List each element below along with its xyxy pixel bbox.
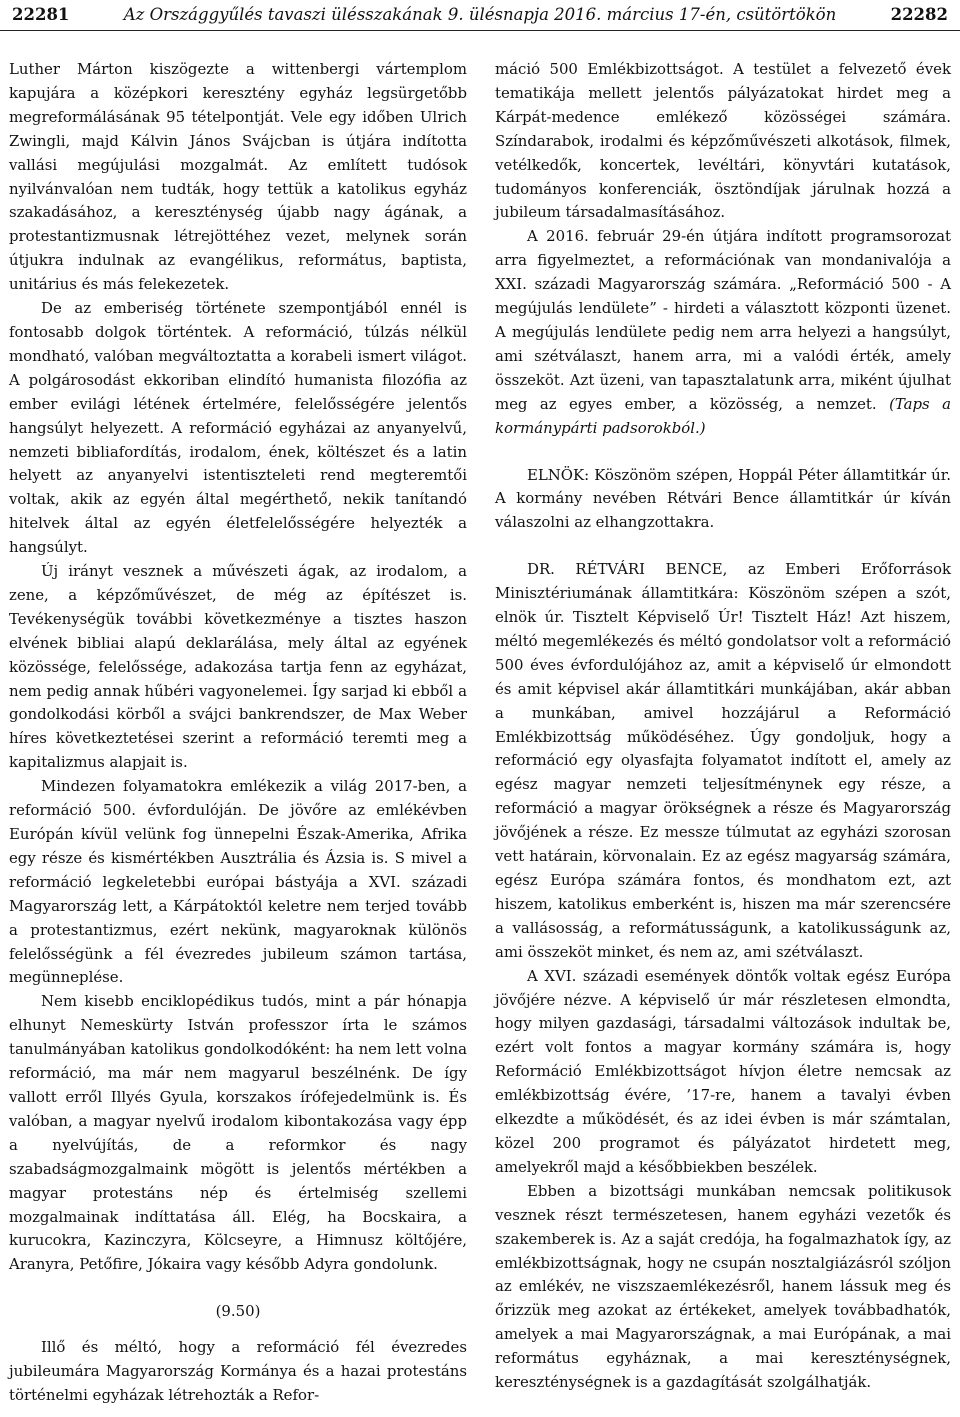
page-header: [0, 0, 960, 31]
speaker-paragraph: ELNÖK: Köszönöm szépen, Hoppál Péter államtitkár úr. A kormány nevében Rétvári Bence államtitkár úr kíván válaszolni az elhangzottakra.: [495, 465, 951, 532]
paragraph: Mindezen folyamatokra emlékezik a világ 2017-ben, a reformáció 500. évfordulóján. De jövőre az emlékévben Európán kívül velünk fog ünnepelni Észak-Amerika, Afrika egy része és kismértékben Ausztrália és Ázsia is. S mivel a reformáció legkeletebbi európai bástyája a XVI. századi Magyarország lett, a Kárpátoktól keletre nem terjed tovább a protestantizmus, ezért nekünk, magyaroknak különös felelősségünk a fél évezredes jubileum számon tartása, megünneplése.: [9, 777, 467, 987]
page-number-right: 22282: [890, 5, 948, 24]
paragraph: Új irányt vesznek a művészeti ágak, az irodalom, a zene, a képzőművészet, de még az építészet is. Tevékenységük további következménye a tisztes haszon elvének bibliai alapú deklarálása, mely által az egyének közössége, felelőssége, adakozása tartja fenn az egyházat, nem pedig annak hűbéri vagyonelemei. Így sarjad ki ebből a gondolkodási körből a svájci bankrendszer, de Max Weber híres következtetései szerint a reformáció teremti meg a kapitalizmus alapjait is.: [9, 562, 467, 772]
page-number-left: 22281: [12, 5, 70, 24]
paragraph: Illő és méltó, hogy a reformáció fél évezredes jubileumára Magyarország Kormánya és a hazai protestáns történelmi egyházak létrehozták a Refor-: [9, 1338, 467, 1404]
paragraph: [495, 225, 951, 440]
speaker-paragraph: DR. RÉTVÁRI BENCE, az Emberi Erőforrások Minisztériumának államtitkára: Köszönöm szépen a szót, elnök úr. Tisztelt Képviselő Úr! Tisztelt Ház! Azt hiszem, méltó megemlékezés és méltó gondolatsor volt a reformáció 500 éves évfordulójához az, amit a képviselő úr elmondott és amit képvisel akár államtitkári munkájában, akár abban a munkában, amivel hozzájárul a Reformáció Emlékbizottság működéséhez. Úgy gondoljuk, hogy a reformáció egy olyasfajta folyamatot indított el, amely az egész magyar nemzeti teljesítménynek egy része, a reformáció a magyar örökségnek a része és Magyarország jövőjének a része. Ez messze túlmutat az egyházi szorosan vett határain, körvonalain. Ez az egész magyarság számára, egész Európa számára fontos, és mondhatom ezt, azt hiszem, katolikus emberként is, hiszen ma már szerencsére a vallásosság, a reformátusságunk, a katolikusságunk az, ami összeköt minket, és nem az, ami szétválaszt.: [495, 560, 951, 961]
paragraph: máció 500 Emlékbizottságot. A testület a felvezető évek tematikája mellett jelentős pályázatokat hirdet meg a Kárpát-medence emlékező közösségei számára. Színdarabok, irodalmi és képzőművészeti alkotások, filmek, vetélkedők, koncertek, levéltári, könyvtári kutatások, tudományos konferenciák, ösztöndíjak járulnak hozzá a jubileum társadalmasításához.: [495, 60, 951, 222]
paragraph: Ebben a bizottsági munkában nemcsak politikusok vesznek részt természetesen, hanem egyházi vezetők és szakemberek is. Az a saját credója, ha fogalmazhatok így, az emlékbizottságnak, hogy ne csupán nosztalgiázásról szóljon az emlékév, ne viszszaemlékezésről, hanem lássuk meg és őrizzük meg azokat az értékeket, amelyek továbbadhatók, amelyek a mai Magyarországnak, a mai Európának, a mai református egyháznak, a mai kereszténységnek, kereszténységnek is a gazdagítását szolgálhatják.: [495, 1181, 951, 1392]
paragraph-text: A 2016. február 29-én útjára indított programsorozat arra figyelmeztet, a reformációnak van mondanivalója a XXI. századi Magyarország számára. „Reformáció 500 - A megújulás lendülete” - hirdeti a választott központi üzenet. A megújulás lendülete pedig nem arra helyezi a hangsúlyt, ami szétválaszt, hanem arra, mi a valódi érték, amely összeköt. Azt üzeni, van tapasztalatunk arra, miként újulhat meg az egyes ember, a közösség, a nemzet.: [495, 227, 951, 413]
paragraph: Luther Márton kiszögezte a wittenbergi vártemplom kapujára a középkori keresztény egyház legsürgetőbb megreformálásának 95 tételpontját. Vele egy időben Ulrich Zwingli, majd Kálvin János Svájcban is útjára indította vallási megújulási mozgalmát. Az említett tudósok nyilvánvalóan nem tudták, hogy tettük a katolikus egyház szakadásához, a kereszténység újabb nagy ágának, a protestantizmusnak létrejöttéhez vezet, melynek során útjukra indulnak az evangélikus, református, baptista, unitárius és más felekezetek.: [9, 60, 467, 294]
time-mark: (9.50): [215, 1302, 261, 1321]
left-column: [9, 58, 467, 1408]
paragraph: De az emberiség története szempontjából ennél is fontosabb dolgok történtek. A reformáció, túlzás nélkül mondható, valóban megváltoztatta a korabeli ismert világot. A polgárosodást ekkoriban elindító humanista filozófia az ember evilági létének értelmére, felelősségére jelentős hangsúlyt helyezett. A reformáció egyházai az anyanyelvű, nemzeti bibliafordítás, irodalom, ének, költészet és a latin helyett az anyanyelvi istentiszteleti rend megteremtői voltak, akik az egyén által megérthető, nekik tanítandó hitelvek által az egyén életfelelősségére helyezték a hangsúlyt.: [9, 299, 467, 557]
paragraph: Nem kisebb enciklopédikus tudós, mint a pár hónapja elhunyt Nemeskürty István professzor írta le számos tanulmányában katolikus gondolkodóként: ha nem lett volna reformáció, ma már nem magyarul beszélnénk. De így vallott erről Illyés Gyula, korszakos írófejedelmünk is. És valóban, a magyar nyelvű irodalom kibontakozása vagy épp a nyelvújítás, de a reformkor és nagy szabadságmozgalmaink mögött is jelentős mértékben a magyar protestáns nép és értelmiség szellemi mozgalmainak indíttatása áll. Elég, ha Bocskaira, a kurucokra, Kazinczyra, Kölcseyre, a Himnusz költőjére, Aranyra, Petőfire, Jókaira vagy később Adyra gondolunk.: [9, 992, 467, 1274]
header-title: Az Országgyűlés tavaszi ülésszakának 9. ülésnapja 2016. március 17-én, csütörtökön: [123, 5, 837, 24]
paragraph: A XVI. századi események döntők voltak egész Európa jövőjére nézve. A képviselő úr már részletesen elmondta, hogy milyen gazdasági, társadalmi változások indultak be, ezért volt fontos a magyar kormány számára is, hogy Reformáció Emlékbizottságot hívjon életre nemcsak az emlékbizottság évére, ’17-re, hanem a tavalyi évben elkezdte a működését, és az idei évben is már számtalan, közel 200 programot és pályázatot hirdetett meg, amelyekről majd a későbbiekben beszélek.: [495, 966, 951, 1176]
right-column: [495, 58, 951, 1395]
applause-note: (Taps a kormánypárti padsorokból.): [495, 394, 951, 437]
